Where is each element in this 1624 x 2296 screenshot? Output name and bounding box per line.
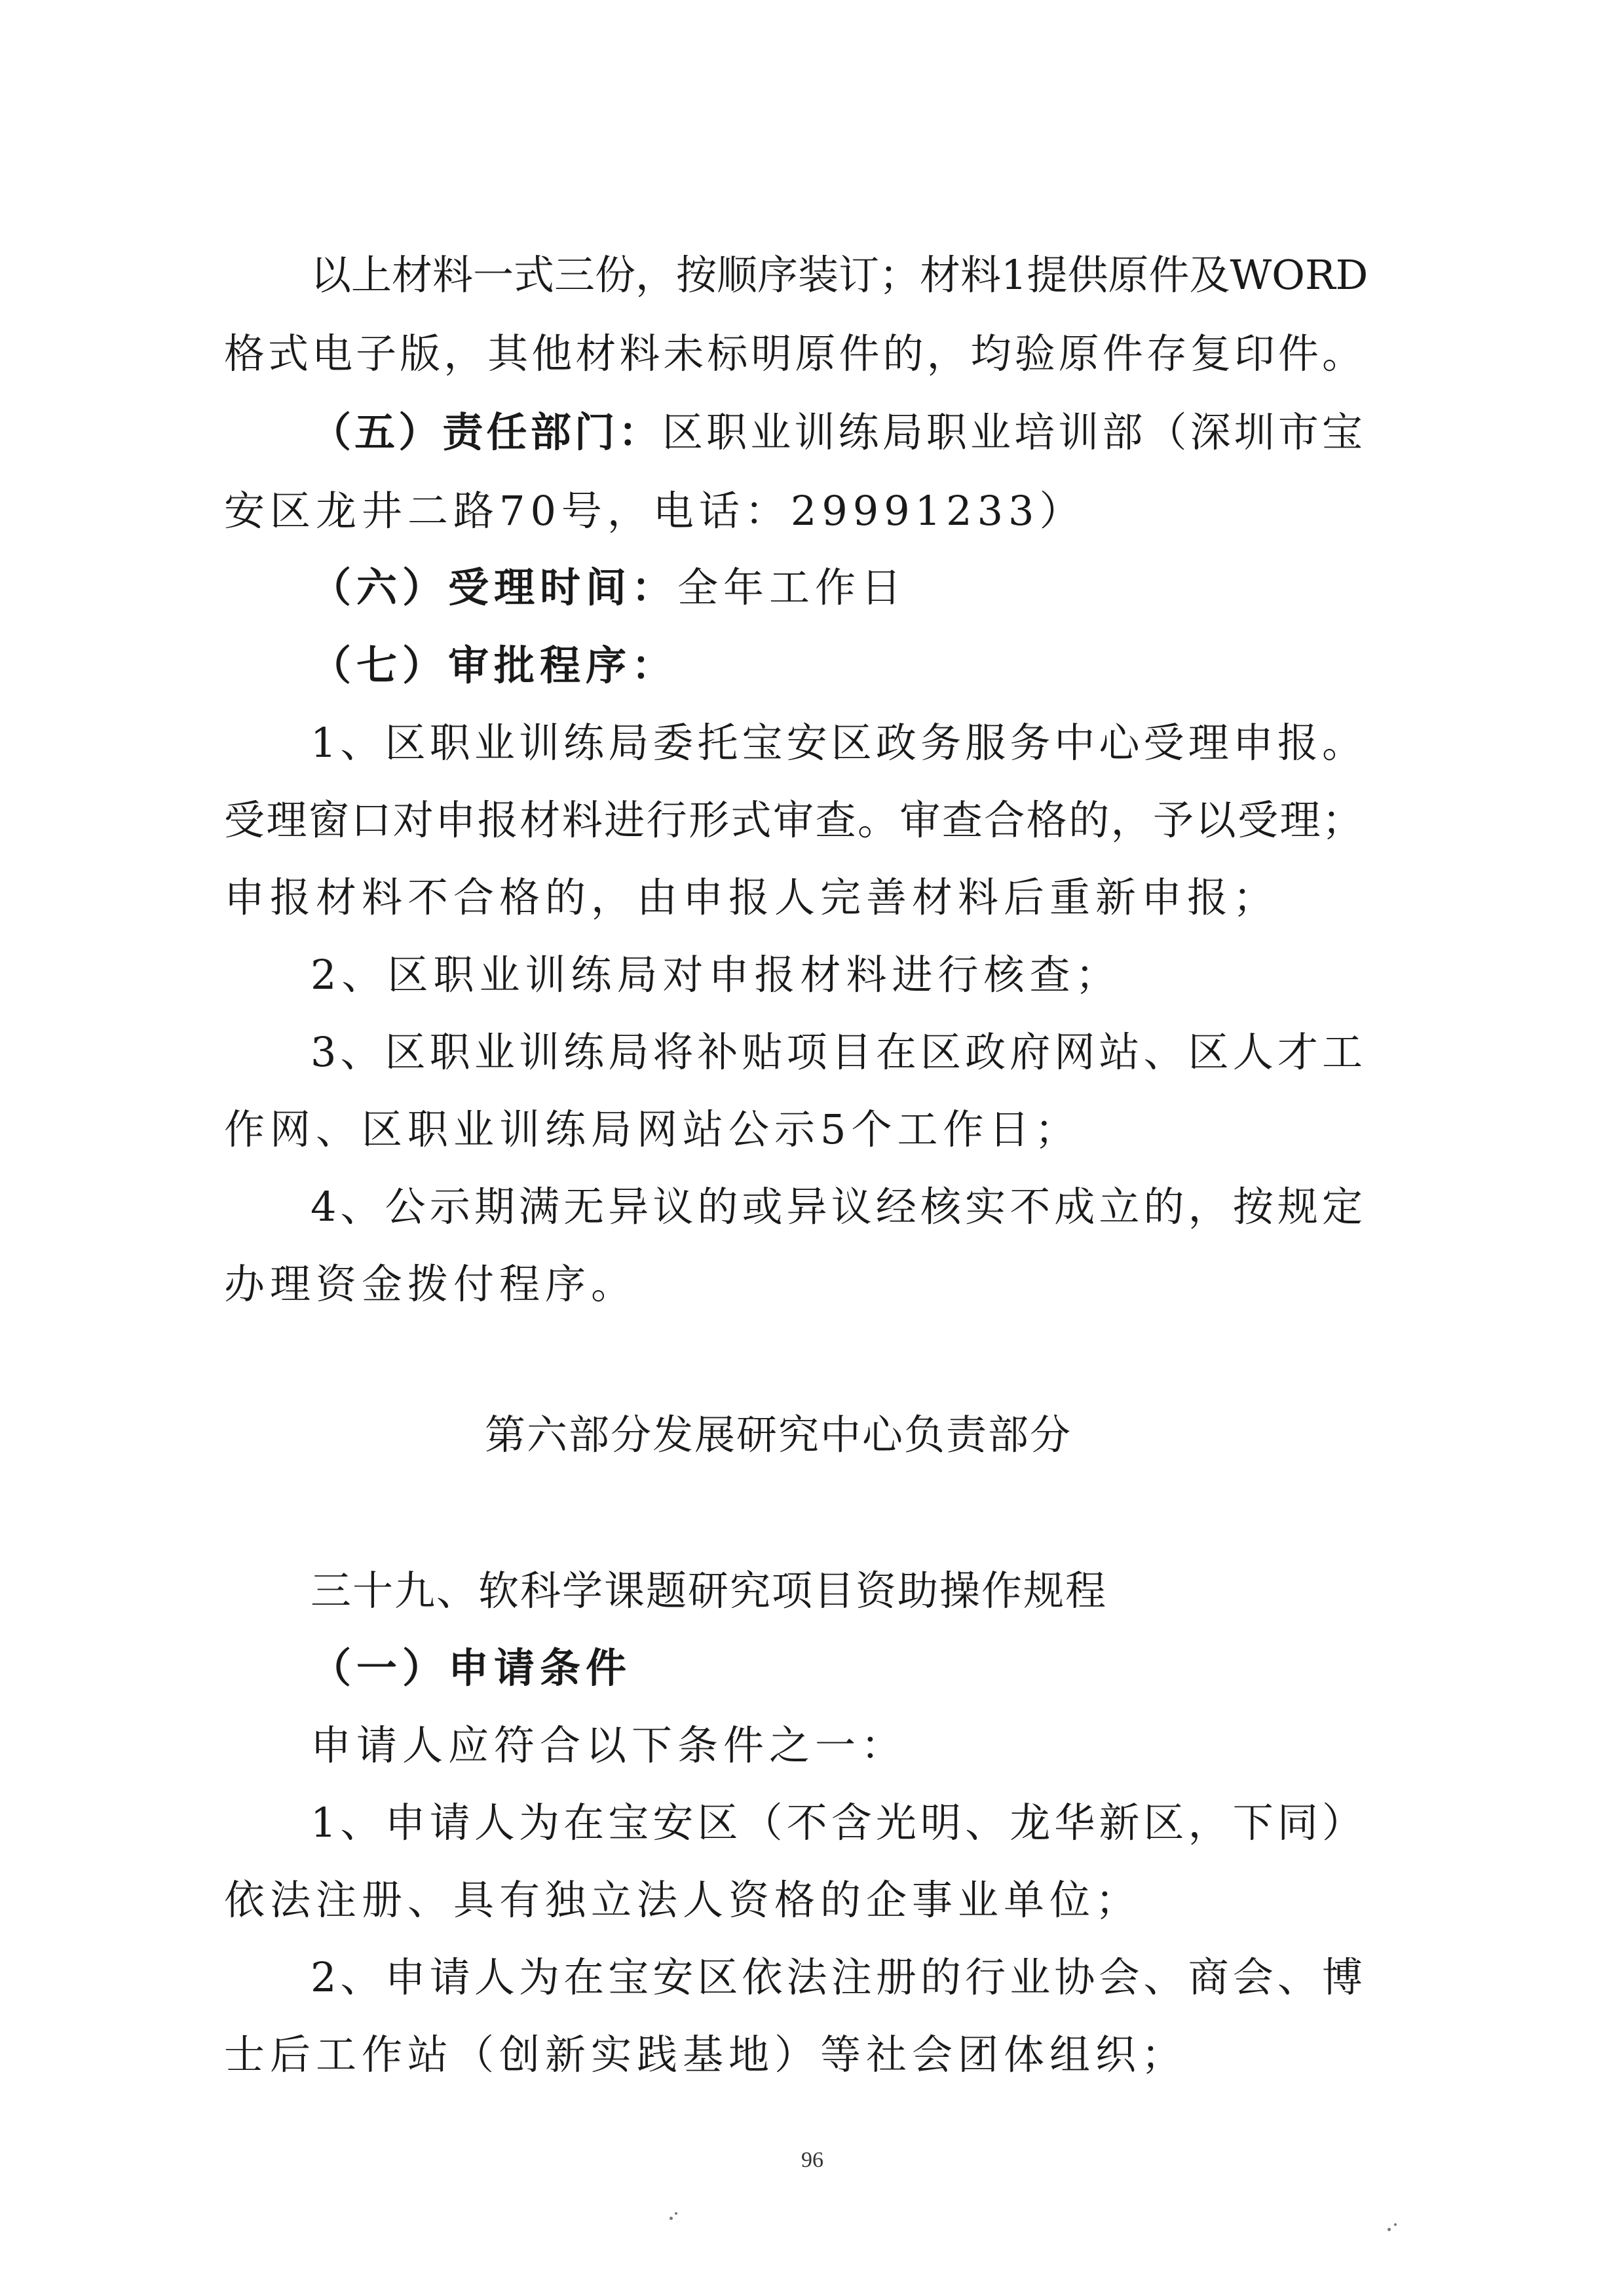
scan-speck	[1394, 2223, 1397, 2226]
text-line: 安区龙井二路70号，电话：29991233）	[224, 487, 1086, 535]
text-line: 3、区职业训练局将补贴项目在区政府网站、区人才工	[311, 1028, 1363, 1076]
acceptance-time-label: （六）受理时间：	[311, 564, 678, 611]
approval-procedure-label: （七）审批程序：	[311, 641, 678, 689]
responsible-dept-line	[311, 406, 1363, 459]
text-line: 士后工作站（创新实践基地）等社会团体组织；	[224, 2031, 1188, 2078]
text-line: 2、区职业训练局对申报材料进行核查；	[311, 951, 1122, 999]
section-title: 第六部分发展研究中心负责部分	[485, 1411, 1072, 1459]
text-line: 以上材料一式三份，按顺序装订；材料1提供原件及WORD	[311, 251, 1369, 299]
text-line: 申请人应符合以下条件之一：	[311, 1721, 907, 1769]
text-line: 1、区职业训练局委托宝安区政务服务中心受理申报。	[311, 719, 1363, 767]
text-line: 作网、区职业训练局网站公示5个工作日；	[224, 1105, 1081, 1153]
item-title: 三十九、软科学课题研究项目资助操作规程	[311, 1567, 1108, 1615]
acceptance-time-line	[311, 562, 907, 614]
text-line: 1、申请人为在宝安区（不含光明、龙华新区，下同）	[311, 1799, 1363, 1846]
subsection-title: （一）申请条件	[311, 1644, 632, 1692]
text-line: 受理窗口对申报材料进行形式审查。审查合格的，予以受理；	[224, 796, 1363, 844]
text-line: 申报材料不合格的，由申报人完善材料后重新申报；	[224, 873, 1279, 921]
acceptance-time-text: 全年工作日	[677, 564, 907, 611]
text-line: 4、公示期满无异议的或异议经核实不成立的，按规定	[311, 1183, 1363, 1231]
responsible-dept-label: （五）责任部门：	[311, 408, 663, 456]
scan-speck	[675, 2212, 677, 2215]
page-number: 96	[801, 2148, 823, 2172]
text-line: 格式电子版，其他材料未标明原件的，均验原件存复印件。	[224, 330, 1363, 377]
text-line: 办理资金拨付程序。	[224, 1260, 637, 1308]
text-line: 依法注册、具有独立法人资格的企事业单位；	[224, 1876, 1142, 1924]
text-line: 2、申请人为在宝安区依法注册的行业协会、商会、博	[311, 1953, 1363, 2001]
responsible-dept-text: 区职业训练局职业培训部（深圳市宝	[662, 408, 1363, 456]
scan-speck	[670, 2217, 673, 2220]
scan-speck	[1388, 2228, 1391, 2231]
